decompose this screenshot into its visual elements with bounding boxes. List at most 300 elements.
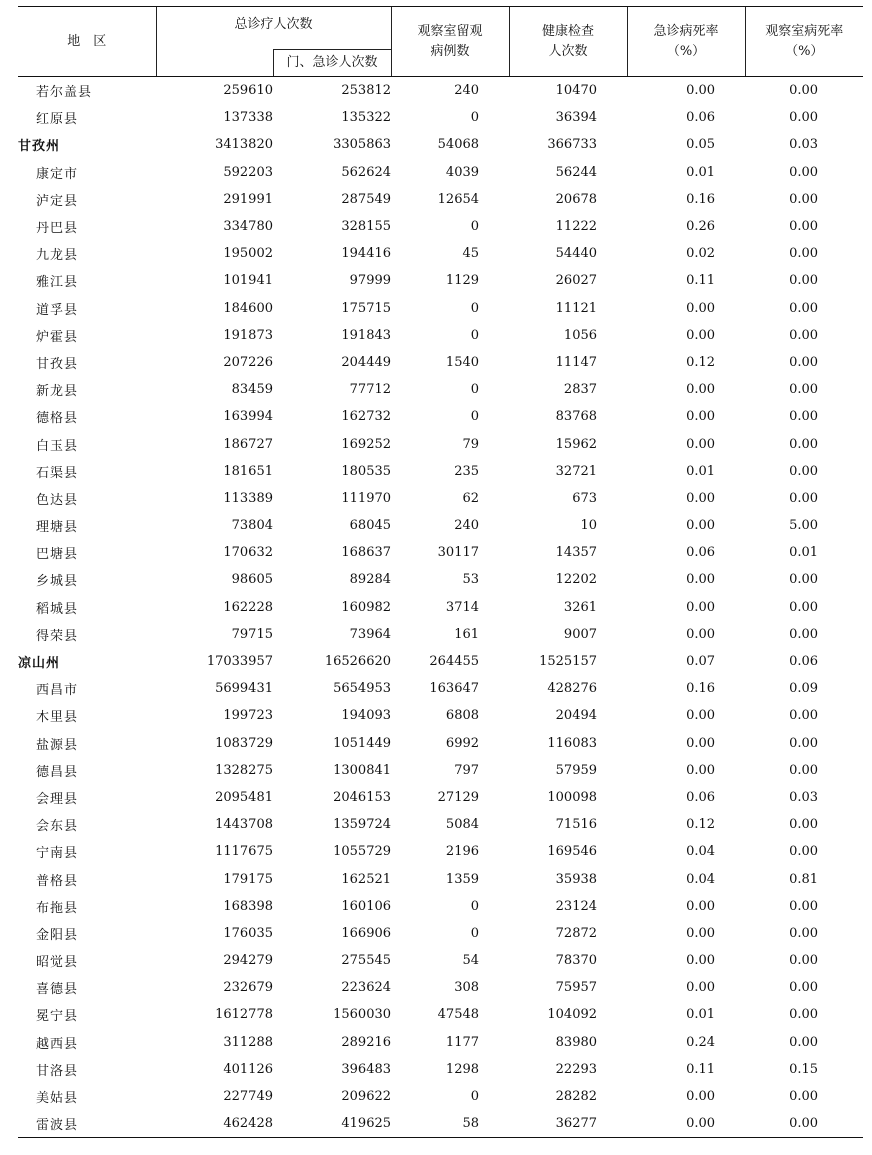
table-row [18, 566, 863, 593]
observation-mortality-cell: 0.00 [789, 844, 819, 860]
emergency-mortality-cell: 0.11 [686, 273, 716, 289]
observation-cases-cell: 163647 [429, 681, 480, 697]
observation-mortality-cell: 0.00 [789, 599, 819, 615]
observation-mortality-cell: 0.00 [789, 735, 819, 751]
header-observation-cases [391, 7, 509, 77]
region-name: 乡城县 [36, 574, 79, 590]
observation-cases-cell: 27129 [437, 789, 480, 805]
health-checks-cell: 1056 [563, 327, 598, 343]
observation-mortality-cell: 0.00 [789, 191, 819, 207]
region-name: 甘孜州 [18, 139, 61, 155]
observation-cases-cell: 0 [470, 110, 480, 126]
emergency-mortality-cell: 0.00 [686, 409, 716, 425]
emergency-mortality-cell: 0.00 [686, 518, 716, 534]
health-checks-cell: 9007 [563, 626, 598, 642]
outpatient-visits-cell: 289216 [341, 1034, 392, 1050]
region-name: 凉山州 [18, 656, 61, 672]
emergency-mortality-cell: 0.02 [686, 246, 716, 262]
emergency-mortality-cell: 0.00 [686, 735, 716, 751]
region-name: 冕宁县 [36, 1009, 79, 1025]
emergency-mortality-cell: 0.00 [686, 762, 716, 778]
region-name: 丹巴县 [36, 221, 79, 237]
observation-mortality-cell: 0.15 [789, 1061, 819, 1077]
health-checks-cell: 1525157 [539, 654, 598, 670]
observation-cases-cell: 54 [462, 953, 480, 969]
observation-mortality-cell: 0.00 [789, 382, 819, 398]
table-row [18, 213, 863, 240]
outpatient-visits-cell: 111970 [341, 490, 392, 506]
observation-cases-cell: 2196 [445, 844, 480, 860]
header-region: 地 区 [18, 7, 156, 77]
region-name: 色达县 [36, 492, 79, 508]
observation-cases-cell: 1129 [445, 273, 480, 289]
observation-mortality-cell: 0.00 [789, 273, 819, 289]
region-name: 木里县 [36, 710, 79, 726]
emergency-mortality-cell: 0.00 [686, 382, 716, 398]
total-visits-cell: 311288 [223, 1034, 273, 1050]
health-checks-cell: 75957 [555, 980, 598, 996]
table-row [18, 186, 863, 213]
health-checks-cell: 11121 [555, 300, 598, 316]
outpatient-visits-cell: 97999 [349, 273, 392, 289]
observation-cases-cell: 79 [462, 436, 480, 452]
observation-cases-cell: 62 [462, 490, 480, 506]
header-orate-line2: （%） [785, 43, 824, 59]
header-health-line1: 健康检查 [542, 23, 595, 39]
outpatient-visits-cell: 287549 [341, 191, 392, 207]
total-visits-cell: 232679 [223, 980, 273, 996]
health-checks-cell: 36394 [555, 110, 598, 126]
total-visits-cell: 462428 [156, 1110, 273, 1138]
emergency-mortality-cell: 0.00 [686, 300, 716, 316]
health-checks-cell: 72872 [555, 925, 598, 941]
table-row [18, 349, 863, 376]
observation-cases-cell: 161 [454, 626, 480, 642]
total-visits-cell: 181651 [223, 463, 273, 479]
region-name: 理塘县 [36, 520, 79, 536]
observation-mortality-cell: 0.00 [789, 925, 819, 941]
emergency-mortality-cell: 0.06 [686, 789, 716, 805]
table-row [18, 594, 863, 621]
table-row [18, 784, 863, 811]
emergency-mortality-cell: 0.01 [686, 164, 716, 180]
table-row [18, 322, 863, 349]
observation-mortality-cell: 0.00 [789, 762, 819, 778]
outpatient-visits-cell: 253812 [341, 83, 392, 99]
health-checks-cell: 104092 [547, 1007, 598, 1023]
total-visits-cell: 401126 [223, 1061, 273, 1077]
outpatient-visits-cell: 5654953 [333, 681, 392, 697]
region-name: 昭觉县 [36, 955, 79, 971]
emergency-mortality-cell: 0.00 [686, 436, 716, 452]
table-body [18, 77, 863, 1138]
outpatient-visits-cell: 204449 [341, 354, 392, 370]
region-name: 德格县 [36, 411, 79, 427]
emergency-mortality-cell: 0.24 [686, 1034, 716, 1050]
outpatient-visits-cell: 135322 [341, 110, 392, 126]
observation-mortality-cell: 0.06 [789, 654, 819, 670]
observation-cases-cell: 12654 [437, 191, 480, 207]
observation-cases-cell: 53 [462, 572, 480, 588]
table-row [18, 621, 863, 648]
header-observation-line2: 病例数 [430, 43, 470, 59]
health-checks-cell: 57959 [555, 762, 598, 778]
total-visits-cell: 179175 [223, 871, 273, 887]
observation-cases-cell: 1177 [445, 1034, 480, 1050]
observation-cases-cell: 45 [462, 246, 480, 262]
prefecture-row [18, 131, 863, 158]
table-header [18, 7, 863, 77]
total-visits-cell: 1612778 [215, 1007, 273, 1023]
health-checks-cell: 36277 [509, 1110, 627, 1138]
region-name: 西昌市 [36, 683, 79, 699]
outpatient-visits-cell: 562624 [341, 164, 392, 180]
emergency-mortality-cell: 0.00 [686, 980, 716, 996]
table-row [18, 403, 863, 430]
total-visits-cell: 294279 [223, 953, 273, 969]
emergency-mortality-cell: 0.01 [686, 463, 716, 479]
total-visits-cell: 186727 [223, 436, 273, 452]
table-row [18, 702, 863, 729]
region-name: 越西县 [36, 1036, 79, 1052]
health-checks-cell: 11147 [555, 354, 598, 370]
observation-mortality-cell: 0.00 [789, 219, 819, 235]
outpatient-visits-cell: 396483 [341, 1061, 392, 1077]
observation-mortality-cell: 0.81 [789, 871, 819, 887]
observation-mortality-cell: 0.00 [789, 246, 819, 262]
region-name: 康定市 [36, 166, 79, 182]
outpatient-visits-cell: 275545 [341, 953, 392, 969]
table-row [18, 838, 863, 865]
emergency-mortality-cell: 0.12 [686, 354, 716, 370]
total-visits-cell: 207226 [223, 354, 273, 370]
region-name: 盐源县 [36, 737, 79, 753]
health-checks-cell: 366733 [547, 137, 598, 153]
observation-mortality-cell: 0.00 [789, 463, 819, 479]
outpatient-visits-cell: 1051449 [333, 735, 392, 751]
total-visits-cell: 259610 [223, 83, 273, 99]
observation-mortality-cell: 0.00 [789, 436, 819, 452]
region-name: 宁南县 [36, 846, 79, 862]
outpatient-visits-cell: 223624 [341, 980, 392, 996]
statistics-table-page [18, 6, 863, 1138]
observation-mortality-cell: 0.00 [789, 898, 819, 914]
emergency-mortality-cell: 0.00 [686, 572, 716, 588]
observation-mortality-cell: 0.00 [789, 409, 819, 425]
table-row [18, 376, 863, 403]
total-visits-cell: 3413820 [215, 137, 273, 153]
emergency-mortality-cell: 0.05 [686, 137, 716, 153]
total-visits-cell: 1117675 [215, 844, 273, 860]
health-checks-cell: 100098 [547, 789, 598, 805]
observation-mortality-cell: 0.00 [789, 980, 819, 996]
region-name: 布拖县 [36, 900, 79, 916]
health-checks-cell: 22293 [555, 1061, 598, 1077]
health-checks-cell: 71516 [555, 817, 598, 833]
outpatient-visits-cell: 89284 [349, 572, 392, 588]
table-row [18, 811, 863, 838]
health-checks-cell: 28282 [555, 1089, 598, 1105]
health-checks-cell: 26027 [555, 273, 598, 289]
region-name: 巴塘县 [36, 547, 79, 563]
observation-mortality-cell: 0.03 [789, 137, 819, 153]
outpatient-visits-cell: 68045 [349, 518, 392, 534]
outpatient-visits-cell: 162521 [341, 871, 392, 887]
emergency-mortality-cell: 0.00 [686, 83, 716, 99]
header-emergency-mortality [627, 7, 745, 77]
table-row [18, 1029, 863, 1056]
emergency-mortality-cell: 0.06 [686, 110, 716, 126]
observation-cases-cell: 3714 [445, 599, 480, 615]
region-name: 稻城县 [36, 601, 79, 617]
region-name: 白玉县 [36, 438, 79, 454]
region-name: 喜德县 [36, 982, 79, 998]
table-row [18, 430, 863, 457]
health-checks-cell: 54440 [555, 246, 598, 262]
observation-cases-cell: 30117 [437, 545, 480, 561]
table-row [18, 757, 863, 784]
region-name: 红原县 [36, 112, 79, 128]
region-name: 道孚县 [36, 302, 79, 318]
header-total-spacer [156, 50, 273, 77]
observation-cases-cell: 0 [470, 925, 480, 941]
observation-mortality-cell: 0.00 [789, 953, 819, 969]
observation-mortality-cell: 0.00 [789, 817, 819, 833]
emergency-mortality-cell: 0.26 [686, 219, 716, 235]
observation-mortality-cell: 0.00 [789, 110, 819, 126]
outpatient-visits-cell: 209622 [341, 1089, 392, 1105]
emergency-mortality-cell: 0.16 [686, 681, 716, 697]
emergency-mortality-cell: 0.06 [686, 545, 716, 561]
outpatient-visits-cell: 168637 [341, 545, 392, 561]
table-row [18, 974, 863, 1001]
outpatient-visits-cell: 175715 [341, 300, 392, 316]
region-name: 美姑县 [36, 1091, 79, 1107]
outpatient-visits-cell: 1560030 [333, 1007, 392, 1023]
outpatient-visits-cell: 194093 [341, 708, 392, 724]
header-orate-line1: 观察室病死率 [765, 23, 844, 39]
table-row [18, 675, 863, 702]
emergency-mortality-cell: 0.00 [686, 626, 716, 642]
health-checks-cell: 32721 [555, 463, 598, 479]
observation-mortality-cell: 0.00 [789, 300, 819, 316]
region-name: 雅江县 [36, 275, 79, 291]
emergency-mortality-cell: 0.00 [686, 925, 716, 941]
observation-cases-cell: 6808 [445, 708, 480, 724]
observation-cases-cell: 4039 [445, 164, 480, 180]
total-visits-cell: 17033957 [206, 654, 273, 670]
health-checks-cell: 78370 [555, 953, 598, 969]
total-visits-cell: 83459 [231, 382, 273, 398]
emergency-mortality-cell: 0.01 [686, 1007, 716, 1023]
table-row [18, 539, 863, 566]
total-visits-cell: 191873 [223, 327, 273, 343]
observation-cases-cell: 0 [470, 219, 480, 235]
emergency-mortality-cell: 0.00 [686, 327, 716, 343]
outpatient-visits-cell: 328155 [341, 219, 392, 235]
outpatient-visits-cell: 160982 [341, 599, 392, 615]
outpatient-visits-cell: 419625 [273, 1110, 391, 1138]
total-visits-cell: 163994 [223, 409, 273, 425]
observation-cases-cell: 308 [454, 980, 480, 996]
emergency-mortality-cell: 0.00 [686, 708, 716, 724]
emergency-mortality-cell: 0.16 [686, 191, 716, 207]
observation-cases-cell: 240 [454, 83, 480, 99]
region-name: 得荣县 [36, 628, 79, 644]
health-checks-cell: 10470 [555, 83, 598, 99]
table-row [18, 77, 863, 105]
total-visits-cell: 113389 [223, 490, 273, 506]
table-row [18, 865, 863, 892]
outpatient-visits-cell: 191843 [341, 327, 392, 343]
observation-mortality-cell: 0.00 [789, 327, 819, 343]
observation-cases-cell: 47548 [437, 1007, 480, 1023]
table-row [18, 458, 863, 485]
total-visits-cell: 291991 [223, 191, 273, 207]
region-name: 德昌县 [36, 764, 79, 780]
header-health-checks [509, 7, 627, 77]
header-total-visits: 总诊疗人次数 [156, 7, 391, 50]
observation-cases-cell: 1359 [445, 871, 480, 887]
observation-mortality-cell: 0.00 [789, 1007, 819, 1023]
observation-mortality-cell: 0.09 [789, 681, 819, 697]
region-name: 会理县 [36, 791, 79, 807]
total-visits-cell: 2095481 [215, 789, 273, 805]
table-row [18, 295, 863, 322]
region-name: 甘洛县 [36, 1063, 79, 1079]
health-checks-cell: 20494 [555, 708, 598, 724]
total-visits-cell: 170632 [223, 545, 273, 561]
prefecture-row [18, 648, 863, 675]
observation-cases-cell: 0 [470, 1089, 480, 1105]
health-checks-cell: 673 [572, 490, 598, 506]
outpatient-visits-cell: 169252 [341, 436, 392, 452]
total-visits-cell: 168398 [223, 898, 273, 914]
health-checks-cell: 2837 [563, 382, 598, 398]
total-visits-cell: 73804 [231, 518, 273, 534]
outpatient-visits-cell: 2046153 [333, 789, 392, 805]
observation-mortality-cell: 0.00 [745, 1110, 863, 1138]
health-checks-cell: 23124 [555, 898, 598, 914]
total-visits-cell: 176035 [223, 925, 273, 941]
header-observation-line1: 观察室留观 [417, 23, 483, 39]
total-visits-cell: 1083729 [215, 735, 273, 751]
observation-cases-cell: 0 [470, 327, 480, 343]
table-row [18, 920, 863, 947]
observation-cases-cell: 6992 [445, 735, 480, 751]
region-name: 石渠县 [36, 465, 79, 481]
health-checks-cell: 35938 [555, 871, 598, 887]
header-erate-line2: （%） [666, 43, 706, 59]
header-observation-mortality [745, 7, 863, 77]
observation-cases-cell: 54068 [437, 137, 480, 153]
health-checks-cell: 12202 [555, 572, 598, 588]
observation-mortality-cell: 0.00 [789, 83, 819, 99]
observation-cases-cell: 1540 [445, 354, 480, 370]
medical-statistics-table [18, 6, 863, 1138]
outpatient-visits-cell: 16526620 [324, 654, 392, 670]
observation-cases-cell: 0 [470, 300, 480, 316]
emergency-mortality-cell: 0.07 [686, 654, 716, 670]
table-row [18, 485, 863, 512]
emergency-mortality-cell: 0.04 [686, 871, 716, 887]
observation-cases-cell: 240 [454, 518, 480, 534]
region-name: 普格县 [36, 873, 79, 889]
emergency-mortality-cell: 0.11 [686, 1061, 716, 1077]
table-row [18, 1083, 863, 1110]
total-visits-cell: 101941 [223, 273, 273, 289]
observation-cases-cell: 0 [470, 898, 480, 914]
health-checks-cell: 169546 [547, 844, 598, 860]
health-checks-cell: 14357 [555, 545, 598, 561]
table-row [18, 159, 863, 186]
outpatient-visits-cell: 162732 [341, 409, 392, 425]
health-checks-cell: 20678 [555, 191, 598, 207]
table-row [18, 730, 863, 757]
observation-cases-cell: 797 [454, 762, 480, 778]
table-row [18, 893, 863, 920]
emergency-mortality-cell: 0.00 [686, 490, 716, 506]
table-row [18, 104, 863, 131]
observation-mortality-cell: 0.00 [789, 164, 819, 180]
total-visits-cell: 199723 [223, 708, 273, 724]
region-name: 甘孜县 [36, 356, 79, 372]
health-checks-cell: 428276 [547, 681, 598, 697]
observation-mortality-cell: 0.03 [789, 789, 819, 805]
total-visits-cell: 98605 [231, 572, 273, 588]
region-name: 新龙县 [36, 384, 79, 400]
observation-mortality-cell: 0.00 [789, 1034, 819, 1050]
region-name: 九龙县 [36, 248, 79, 264]
observation-mortality-cell: 0.00 [789, 626, 819, 642]
health-checks-cell: 83768 [555, 409, 598, 425]
total-visits-cell: 227749 [223, 1089, 273, 1105]
observation-mortality-cell: 0.00 [789, 572, 819, 588]
header-health-line2: 人次数 [548, 43, 588, 59]
total-visits-cell: 5699431 [215, 681, 273, 697]
outpatient-visits-cell: 1300841 [333, 762, 392, 778]
observation-mortality-cell: 0.00 [789, 1089, 819, 1105]
observation-mortality-cell: 0.00 [789, 708, 819, 724]
outpatient-visits-cell: 3305863 [333, 137, 392, 153]
region-name: 炉霍县 [36, 329, 79, 345]
total-visits-cell: 1443708 [215, 817, 273, 833]
health-checks-cell: 10 [580, 518, 598, 534]
health-checks-cell: 3261 [563, 599, 598, 615]
observation-cases-cell: 264455 [429, 654, 480, 670]
observation-cases-cell: 58 [391, 1110, 509, 1138]
observation-mortality-cell: 0.01 [789, 545, 819, 561]
observation-mortality-cell: 0.00 [789, 354, 819, 370]
table-row [18, 512, 863, 539]
health-checks-cell: 83980 [555, 1034, 598, 1050]
region-name: 泸定县 [36, 193, 79, 209]
health-checks-cell: 56244 [555, 164, 598, 180]
emergency-mortality-cell: 0.00 [627, 1110, 745, 1138]
region-name: 雷波县 [18, 1110, 156, 1138]
table-row [18, 1110, 863, 1138]
outpatient-visits-cell: 160106 [341, 898, 392, 914]
total-visits-cell: 137338 [223, 110, 273, 126]
outpatient-visits-cell: 194416 [341, 246, 392, 262]
table-row [18, 240, 863, 267]
total-visits-cell: 592203 [223, 164, 273, 180]
header-outpatient-visits: 门、急诊人次数 [273, 50, 391, 77]
total-visits-cell: 1328275 [215, 762, 273, 778]
header-erate-line1: 急诊病死率 [653, 23, 719, 39]
table-row [18, 267, 863, 294]
emergency-mortality-cell: 0.00 [686, 953, 716, 969]
